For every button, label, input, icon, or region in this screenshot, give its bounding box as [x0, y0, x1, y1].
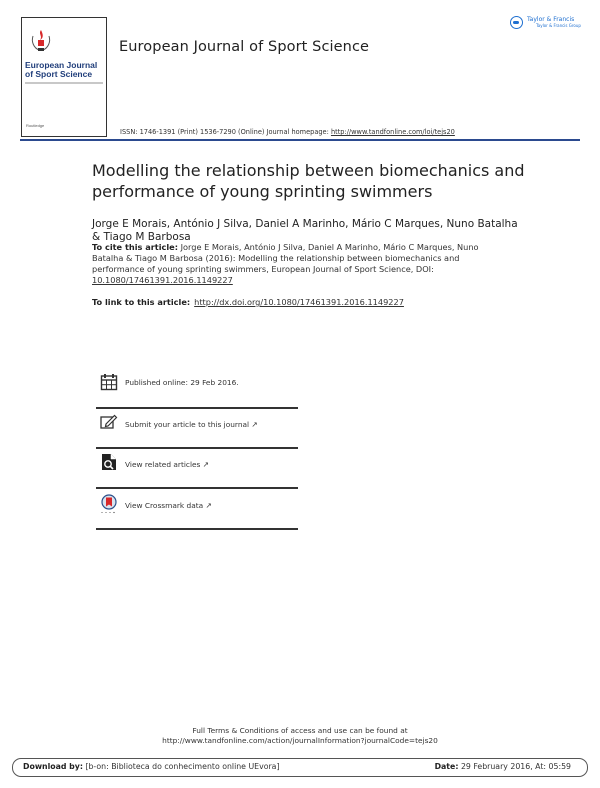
cover-title	[25, 61, 97, 79]
cover-title-line1: European Journal	[25, 60, 98, 70]
terms-and-conditions	[0, 726, 600, 746]
search-document-icon	[100, 453, 118, 471]
cite-label: To cite this article:	[92, 242, 178, 252]
calendar-icon	[100, 373, 118, 391]
download-by-label: Download by:	[23, 762, 83, 771]
crossmark-icon	[100, 494, 118, 514]
external-link-icon: ↗	[251, 420, 258, 429]
download-date-label: Date:	[434, 762, 459, 771]
download-by	[23, 762, 280, 771]
published-online-text: Published online: 29 Feb 2016.	[125, 378, 239, 387]
citation-block	[92, 242, 512, 286]
header-divider	[20, 139, 580, 141]
journal-emblem-icon	[30, 28, 52, 54]
link-label: To link to this article:	[92, 297, 191, 307]
article-title: Modelling the relationship between biomechanics and performance of young sprinting swimmers	[92, 161, 525, 201]
download-info-bar	[12, 758, 588, 777]
journal-homepage-link[interactable]: http://www.tandfonline.com/loi/tejs20	[330, 128, 455, 136]
download-date	[435, 762, 571, 771]
journal-cover-thumbnail	[21, 17, 107, 137]
external-link-icon: ↗	[202, 460, 209, 469]
submit-article-text	[125, 420, 258, 429]
related-articles-label: View related articles	[125, 460, 201, 469]
cover-title-line2: of Sport Science	[25, 69, 93, 79]
edit-icon	[100, 413, 118, 431]
article-authors: Jorge E Morais, António J Silva, Daniel A Marinho, Mário C Marques, Nuno Batalha & Tiago M Barbosa	[92, 218, 518, 243]
cover-publisher: Routledge	[26, 123, 45, 128]
crossmark-text	[125, 501, 212, 510]
download-date-value: 29 February 2016, At: 05:59	[460, 762, 571, 771]
issn-line	[120, 128, 455, 136]
publisher-name: Taylor & Francis	[527, 16, 575, 23]
divider	[96, 447, 298, 449]
cite-text: Jorge E Morais, António J Silva, Daniel A Marinho, Mário C Marques, Nuno Batalha & Tiago M Barbosa (2016): Modelling the relationship between biomechanics and performance of young sprinting swimmers, European Journal of Sport Science, DOI:	[92, 242, 479, 274]
external-link-icon: ↗	[205, 501, 212, 510]
divider	[96, 407, 298, 409]
crossmark-label: View Crossmark data	[125, 501, 204, 510]
cover-subtitle	[25, 82, 103, 84]
cite-doi-link[interactable]: 10.1080/17461391.2016.1149227	[92, 275, 233, 285]
journal-title: European Journal of Sport Science	[119, 39, 370, 55]
download-by-value: [b-on: Biblioteca do conhecimento online UEvora]	[85, 762, 280, 771]
divider	[96, 487, 298, 489]
divider	[96, 528, 298, 530]
terms-text: Full Terms & Conditions of access and use can be found at	[192, 726, 408, 735]
taylor-francis-logo[interactable]	[510, 16, 585, 32]
publisher-group: Taylor & Francis Group	[536, 23, 581, 28]
submit-article-label: Submit your article to this journal	[125, 420, 250, 429]
terms-link[interactable]: http://www.tandfonline.com/action/journalInformation?journalCode=tejs20	[162, 736, 438, 745]
related-articles-text	[125, 460, 209, 469]
taylor-francis-logo-icon	[510, 16, 523, 29]
issn-text: ISSN: 1746-1391 (Print) 1536-7290 (Online) Journal homepage:	[120, 128, 329, 136]
article-doi-link[interactable]: http://dx.doi.org/10.1080/17461391.2016.1149227	[194, 297, 404, 307]
article-link-line	[92, 297, 404, 307]
